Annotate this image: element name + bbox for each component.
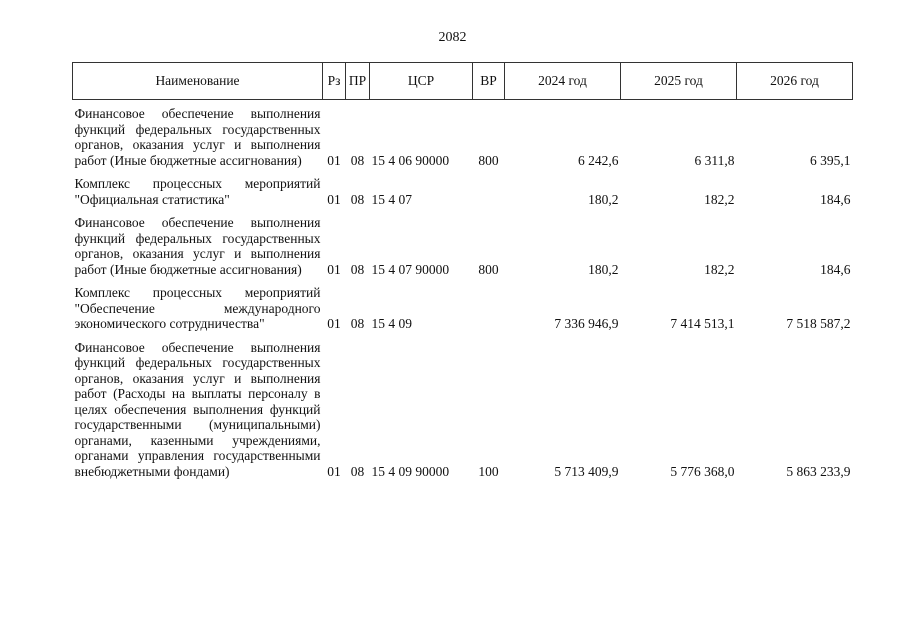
- row-pr: 08: [350, 316, 365, 331]
- row-2026: 7 518 587,2: [786, 316, 851, 331]
- row-name: Комплекс процессных мероприятий "Обеспечение международного экономического сотрудничества": [74, 285, 321, 331]
- row-2025: 5 776 368,0: [670, 463, 735, 479]
- row-vr: 800: [478, 152, 499, 168]
- header-vr: ВР: [473, 63, 505, 100]
- budget-table: [72, 62, 853, 481]
- table-row: [73, 334, 853, 482]
- table-row: [73, 209, 853, 279]
- row-vr: [473, 279, 505, 334]
- row-csr: 15 4 06 90000: [371, 152, 450, 168]
- header-2024: 2024 год: [505, 63, 621, 100]
- row-rz: 01: [327, 152, 341, 168]
- row-name: Финансовое обеспечение выполнения функций федеральных государственных органов, оказания услуг и выполнения работ (Иные бюджетные ассигнования): [74, 215, 321, 277]
- header-2025: 2025 год: [621, 63, 737, 100]
- row-2026: 6 395,1: [810, 152, 851, 168]
- row-csr: 15 4 09 90000: [371, 463, 450, 479]
- row-vr: 100: [478, 463, 499, 479]
- row-pr: 08: [350, 152, 365, 168]
- table-row: [73, 170, 853, 209]
- row-vr: 800: [478, 261, 499, 277]
- row-2024: 7 336 946,9: [554, 316, 619, 331]
- row-name: Комплекс процессных мероприятий "Официальная статистика": [74, 176, 321, 207]
- row-2025: 6 311,8: [694, 152, 735, 168]
- header-name: Наименование: [73, 63, 323, 100]
- header-2026: 2026 год: [737, 63, 853, 100]
- row-csr: 15 4 09: [371, 316, 412, 331]
- table-row: [73, 279, 853, 334]
- row-name: Финансовое обеспечение выполнения функций федеральных государственных органов, оказания услуг и выполнения работ (Иные бюджетные ассигнования): [74, 106, 321, 168]
- row-name: Финансовое обеспечение выполнения функций федеральных государственных органов, оказания услуг и выполнения работ (Расходы на выплаты персоналу в целях обеспечения выполнения функций государственными (муниципальными) органами, казенными учреждениями, органами управления государственными внебюджетными фондами): [74, 339, 321, 479]
- row-rz: 01: [327, 463, 341, 479]
- row-2025: 182,2: [704, 191, 735, 207]
- row-rz: 01: [327, 316, 341, 331]
- row-2025: 7 414 513,1: [670, 316, 735, 331]
- page-number: 2082: [438, 30, 467, 45]
- row-pr: 08: [350, 463, 365, 479]
- row-rz: 01: [327, 261, 341, 277]
- table-row: [73, 100, 853, 171]
- row-2026: 5 863 233,9: [786, 463, 851, 479]
- row-2024: 6 242,6: [578, 152, 619, 168]
- row-rz: 01: [327, 191, 341, 207]
- row-2024: 5 713 409,9: [554, 463, 619, 479]
- row-vr: [473, 170, 505, 209]
- row-pr: 08: [350, 261, 365, 277]
- row-csr: 15 4 07: [371, 191, 412, 207]
- row-csr: 15 4 07 90000: [371, 261, 450, 277]
- row-2025: 182,2: [704, 261, 735, 277]
- header-row: [73, 63, 853, 100]
- row-2026: 184,6: [820, 261, 851, 277]
- header-csr: ЦСР: [370, 63, 473, 100]
- row-2024: 180,2: [588, 191, 619, 207]
- row-2026: 184,6: [820, 191, 851, 207]
- header-pr: ПР: [346, 63, 370, 100]
- row-2024: 180,2: [588, 261, 619, 277]
- row-pr: 08: [350, 191, 365, 207]
- header-rz: Рз: [323, 63, 346, 100]
